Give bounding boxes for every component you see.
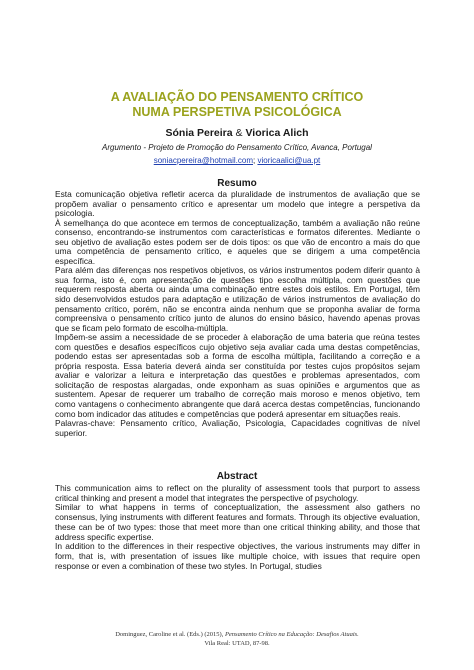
author-separator: & [235, 127, 243, 139]
footer-publisher: Vila Real: UTAD, 87-98. [204, 640, 270, 647]
resumo-body [55, 190, 420, 438]
email-link-2[interactable]: vioricaalici@ua.pt [257, 156, 321, 165]
resumo-paragraph: Para além das diferenças nos respetivos objetivos, os vários instrumentos podem diferir quanto à sua forma, isto é, com apresentação de questões tipo escolha múltipla, com questões que requerem resposta aberta ou ainda uma combinação entre estes dois estilos. Em Portugal, têm sido desenvolvidos estudos para adaptação e utilização de vários instrumentos de avaliação do pensamento crítico, porém, não se encontra ainda nenhum que se proponha avaliar de forma compreensiva o pensamento crítico junto de alunos do ensino básico, havendo apenas provas que se ficam pelo formato de escolha-múltipla. [55, 265, 420, 333]
author-2: Viorica Alich [245, 127, 309, 139]
title-line-2: NUMA PERSPETIVA PSICOLÓGICA [132, 105, 342, 119]
keywords-paragraph: Palavras-chave: Pensamento crítico, Avaliação, Psicologia, Capacidades cognitivas de nível superior. [55, 418, 420, 438]
abstract-paragraph: In addition to the differences in their respective objectives, the various instruments may differ in form, that is, with presentation of issues like multiple choice, with issues that require open response or even a combination of these two styles. In Portugal, studies [55, 541, 420, 571]
abstract-paragraph: This communication aims to reflect on the plurality of assessment tools that purport to assess critical thinking and present a model that integrates the perspective of psychology. [55, 483, 420, 503]
affiliation: Argumento - Projeto de Promoção do Pensamento Crítico, Avanca, Portugal [102, 143, 372, 152]
resumo-paragraph: À semelhança do que acontece em termos de conceptualização, também a avaliação não reúne consenso, encontrando-se instrumentos com características e formatos diferentes. Mediante o seu objetivo de avaliação estes podem ser de dois tipos: os que vão de encontro a mais do que uma competência de pensamento crítico, e aqueles que se dirigem a uma competência específica. [55, 217, 420, 266]
footer-citation [0, 631, 474, 638]
abstract-body [55, 484, 420, 571]
title-line-1: A AVALIAÇÃO DO PENSAMENTO CRÍTICO [110, 90, 364, 104]
footer-citation-prefix: Dominguez, Caroline et al. (Eds.) (2015), [115, 631, 224, 638]
footer-book-title: Pensamento Crítico na Educação: Desafios Atuais. [224, 631, 359, 638]
author-1: Sónia Pereira [165, 127, 233, 139]
email-separator: ; [253, 156, 256, 165]
abstract-heading: Abstract [216, 471, 258, 482]
resumo-paragraph: Esta comunicação objetiva refletir acerca da pluralidade de instrumentos de avaliação que se propõem avaliar o pensamento crítico e apresentar um modelo que integre a perspetiva da psicologia. [55, 189, 420, 219]
emails-line [0, 156, 474, 165]
abstract-paragraph: Similar to what happens in terms of conceptualization, the assessment also gathers no consensus, lying instruments with different features and formats. Through its objective evaluation, these can be of two types: those that meet more than one critical thinking ability, and those that address specific expertise. [55, 502, 420, 542]
email-link-1[interactable]: soniacpereira@hotmail.com [153, 156, 253, 165]
authors-line [0, 127, 474, 139]
resumo-heading: Resumo [217, 178, 257, 189]
resumo-paragraph: Impõem-se assim a necessidade de se proceder à elaboração de uma bateria que reúna testes com questões e desafios específicos cujo objetivo seja avaliar cada uma destas competências, podendo estas ser apresentadas sob a forma de escolha múltipla, facilitando a correção e a própria resposta. Essa bateria deverá ainda ser constituída por testes cujos propósitos sejam avaliar e valorizar a leitura e interpretação das questões e problemas apresentados, com solicitação de respostas alargadas, onde exponham as suas opiniões e argumentos que as sustentem. Apesar de requerer um trabalho de correção mais moroso e menos objetivo, tem como vantagens o conhecimento abrangente que dará acerca destas competências, funcionando como bom indicador das atitudes e competências que poderá apresentar em situações reais. [55, 332, 420, 419]
